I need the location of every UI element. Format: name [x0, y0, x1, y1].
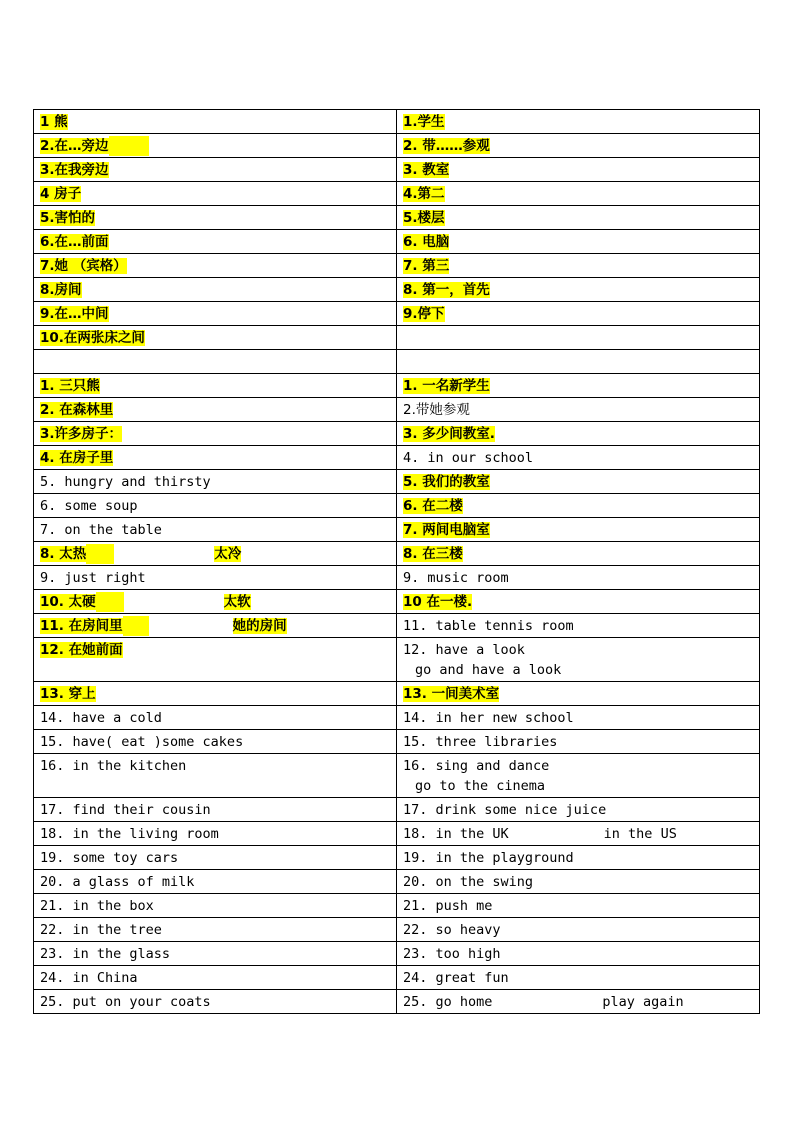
cell-left — [34, 182, 397, 206]
table-row — [34, 206, 760, 230]
cell-text: 14. have a cold — [40, 710, 162, 726]
table-row — [34, 542, 760, 566]
cell-text-2: go and have a look — [415, 662, 562, 678]
cell-text-2: in the US — [603, 826, 677, 842]
cell-left — [34, 470, 397, 494]
table-row — [34, 798, 760, 822]
cell-text: 4.第二 — [403, 186, 445, 202]
cell-right — [397, 542, 760, 566]
cell-text: 7. 两间电脑室 — [403, 522, 490, 538]
table-row — [34, 518, 760, 542]
cell-left — [34, 730, 397, 754]
cell-text: 9.停下 — [403, 306, 445, 322]
cell-left — [34, 822, 397, 846]
cell-left — [34, 302, 397, 326]
cell-text: 4. 在房子里 — [40, 450, 114, 466]
cell-right — [397, 254, 760, 278]
cell-text-2: go to the cinema — [415, 778, 546, 794]
cell-text: 8. 太热 — [40, 546, 87, 562]
cell-text: 9.在…中间 — [40, 306, 109, 322]
cell-text: 3. 多少间教室. — [403, 426, 495, 442]
cell-text: 9. just right — [40, 570, 146, 586]
cell-text: 7. on the table — [40, 522, 162, 538]
table-row — [34, 494, 760, 518]
cell-left — [34, 846, 397, 870]
cell-left — [34, 518, 397, 542]
cell-right — [397, 706, 760, 730]
table-row — [34, 870, 760, 894]
table-row — [34, 918, 760, 942]
cell-right — [397, 566, 760, 590]
cell-left — [34, 966, 397, 990]
cell-right — [397, 990, 760, 1014]
cell-text: 6. 在二楼 — [403, 498, 463, 514]
cell-text: 16. sing and dance — [403, 758, 550, 774]
cell-text: 23. too high — [403, 946, 501, 962]
table-row — [34, 470, 760, 494]
cell-right — [397, 846, 760, 870]
cell-left — [34, 566, 397, 590]
table-row — [34, 374, 760, 398]
cell-text: 4 房子 — [40, 186, 82, 202]
cell-right — [397, 278, 760, 302]
table-row — [34, 942, 760, 966]
cell-left — [34, 918, 397, 942]
cell-left — [34, 206, 397, 230]
cell-right — [397, 374, 760, 398]
cell-text: 12. have a look — [403, 642, 525, 658]
table-row — [34, 822, 760, 846]
cell-text: 14. in her new school — [403, 710, 574, 726]
cell-text: 18. in the living room — [40, 826, 219, 842]
cell-left — [34, 542, 397, 566]
cell-text: 10. 太硬 — [40, 594, 96, 610]
cell-right — [397, 230, 760, 254]
cell-text-2: 太冷 — [214, 546, 242, 562]
cell-left — [34, 706, 397, 730]
table-row — [34, 254, 760, 278]
table-row — [34, 230, 760, 254]
cell-text: 8. 第一，首先 — [403, 282, 490, 298]
cell-left — [34, 638, 397, 682]
cell-text: 22. so heavy — [403, 922, 501, 938]
cell-right — [397, 110, 760, 134]
table-row — [34, 158, 760, 182]
cell-text: 24. in China — [40, 970, 138, 986]
cell-left — [34, 870, 397, 894]
cell-right — [397, 350, 760, 374]
cell-text: 10.在两张床之间 — [40, 330, 145, 346]
cell-left — [34, 350, 397, 374]
cell-left — [34, 894, 397, 918]
cell-text: 21. push me — [403, 898, 493, 914]
table-row — [34, 422, 760, 446]
table-row — [34, 638, 760, 682]
cell-left — [34, 494, 397, 518]
cell-text: 2.带她参观 — [403, 402, 470, 418]
table-row — [34, 614, 760, 638]
cell-text: 15. have( eat )some cakes — [40, 734, 244, 750]
table-row — [34, 590, 760, 614]
cell-left — [34, 158, 397, 182]
cell-right — [397, 682, 760, 706]
cell-text: 5.害怕的 — [40, 210, 96, 226]
cell-text: 1 熊 — [40, 114, 68, 130]
cell-text: 5. hungry and thirsty — [40, 474, 211, 490]
cell-text: 13. 穿上 — [40, 686, 96, 702]
cell-text: 18. in the UK — [403, 826, 509, 842]
cell-text: 5. 我们的教室 — [403, 474, 490, 490]
cell-left — [34, 590, 397, 614]
cell-text: 8.房间 — [40, 282, 82, 298]
table-row — [34, 846, 760, 870]
cell-right — [397, 942, 760, 966]
cell-right — [397, 134, 760, 158]
cell-right — [397, 446, 760, 470]
cell-left — [34, 398, 397, 422]
cell-right — [397, 590, 760, 614]
table-row — [34, 894, 760, 918]
cell-left — [34, 230, 397, 254]
cell-left — [34, 682, 397, 706]
cell-text: 23. in the glass — [40, 946, 171, 962]
cell-right — [397, 326, 760, 350]
table-row — [34, 278, 760, 302]
cell-right — [397, 730, 760, 754]
cell-text: 22. in the tree — [40, 922, 162, 938]
cell-right — [397, 518, 760, 542]
cell-right — [397, 422, 760, 446]
cell-left — [34, 374, 397, 398]
cell-right — [397, 638, 760, 682]
cell-right — [397, 614, 760, 638]
cell-right — [397, 822, 760, 846]
cell-text: 15. three libraries — [403, 734, 558, 750]
cell-text: 9. music room — [403, 570, 509, 586]
cell-text-2: 太软 — [223, 594, 251, 610]
cell-text: 3.在我旁边 — [40, 162, 109, 178]
cell-text: 10 在一楼. — [403, 594, 473, 610]
cell-text: 3.许多房子： — [40, 426, 123, 442]
table-row — [34, 966, 760, 990]
cell-left — [34, 326, 397, 350]
cell-text: 12. 在她前面 — [40, 642, 123, 658]
cell-left — [34, 798, 397, 822]
cell-right — [397, 158, 760, 182]
cell-left — [34, 614, 397, 638]
cell-right — [397, 966, 760, 990]
cell-left — [34, 254, 397, 278]
table-row — [34, 730, 760, 754]
cell-text-2: 她的房间 — [232, 618, 287, 634]
cell-right — [397, 798, 760, 822]
cell-left — [34, 754, 397, 798]
cell-right — [397, 206, 760, 230]
cell-right — [397, 894, 760, 918]
cell-text: 6. some soup — [40, 498, 138, 514]
cell-text: 2. 带……参观 — [403, 138, 490, 154]
cell-right — [397, 494, 760, 518]
cell-text: 1.学生 — [403, 114, 445, 130]
table-row — [34, 302, 760, 326]
table-row — [34, 326, 760, 350]
cell-text: 5.楼层 — [403, 210, 445, 226]
table-row-empty — [34, 350, 760, 374]
cell-right — [397, 398, 760, 422]
cell-right — [397, 918, 760, 942]
cell-text: 7.她 （宾格） — [40, 258, 127, 274]
cell-right — [397, 870, 760, 894]
cell-text: 24. great fun — [403, 970, 509, 986]
table-row — [34, 566, 760, 590]
cell-text: 4. in our school — [403, 450, 534, 466]
cell-text: 7. 第三 — [403, 258, 450, 274]
cell-text: 13. 一间美术室 — [403, 686, 500, 702]
cell-text: 25. put on your coats — [40, 994, 211, 1010]
cell-right — [397, 754, 760, 798]
cell-text: 2. 在森林里 — [40, 402, 114, 418]
cell-text: 17. find their cousin — [40, 802, 211, 818]
cell-left — [34, 278, 397, 302]
cell-text: 1. 一名新学生 — [403, 378, 490, 394]
cell-right — [397, 302, 760, 326]
table-row — [34, 134, 760, 158]
cell-left — [34, 446, 397, 470]
table-row — [34, 110, 760, 134]
cell-left — [34, 942, 397, 966]
cell-text: 3. 教室 — [403, 162, 450, 178]
vocabulary-table — [33, 109, 760, 1014]
cell-text: 17. drink some nice juice — [403, 802, 607, 818]
cell-text: 19. some toy cars — [40, 850, 179, 866]
cell-text: 16. in the kitchen — [40, 758, 187, 774]
table-row — [34, 990, 760, 1014]
table-row — [34, 446, 760, 470]
cell-right — [397, 182, 760, 206]
cell-text: 6.在…前面 — [40, 234, 109, 250]
table-row — [34, 398, 760, 422]
cell-left — [34, 990, 397, 1014]
table-row — [34, 682, 760, 706]
cell-left — [34, 134, 397, 158]
cell-text: 11. 在房间里 — [40, 618, 123, 634]
table-row — [34, 182, 760, 206]
table-row — [34, 706, 760, 730]
table-row — [34, 754, 760, 798]
cell-text: 8. 在三楼 — [403, 546, 463, 562]
cell-text: 20. a glass of milk — [40, 874, 195, 890]
cell-text: 25. go home — [403, 994, 493, 1010]
cell-text-2: play again — [602, 994, 684, 1010]
cell-text: 2.在…旁边 — [40, 138, 109, 154]
cell-text: 21. in the box — [40, 898, 154, 914]
cell-text: 6. 电脑 — [403, 234, 450, 250]
cell-text: 20. on the swing — [403, 874, 534, 890]
cell-text: 1. 三只熊 — [40, 378, 100, 394]
cell-left — [34, 110, 397, 134]
cell-text: 19. in the playground — [403, 850, 574, 866]
cell-left — [34, 422, 397, 446]
cell-text: 11. table tennis room — [403, 618, 574, 634]
cell-right — [397, 470, 760, 494]
